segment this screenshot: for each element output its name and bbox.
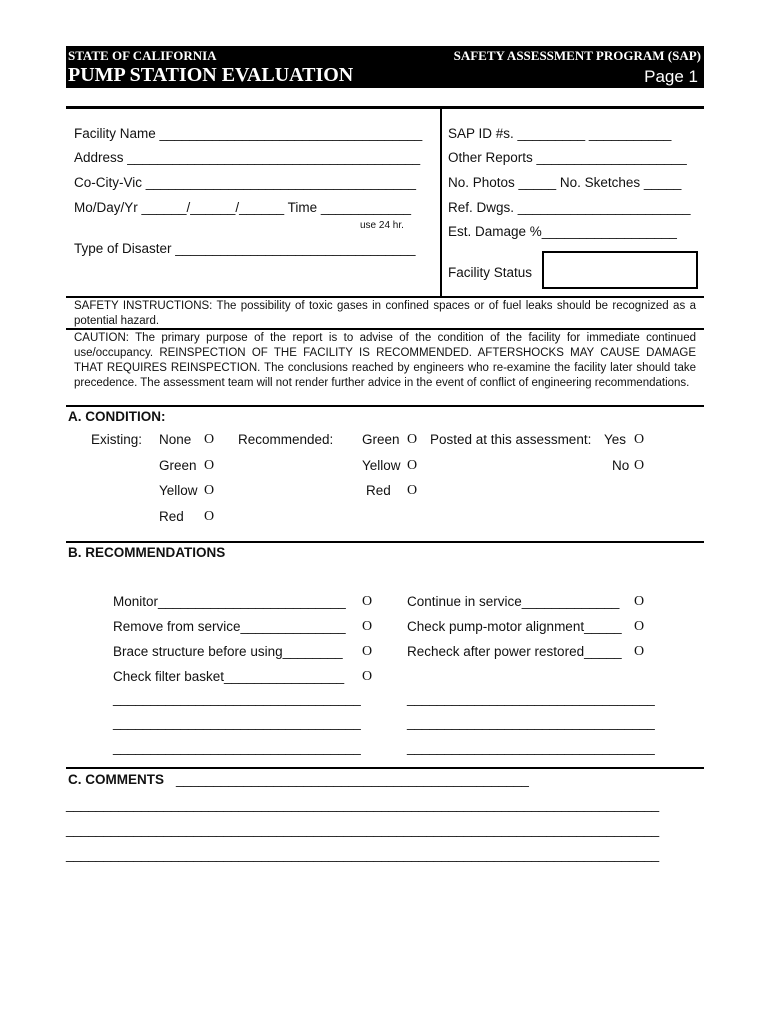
- header-divider: [66, 106, 704, 109]
- brace-structure-option[interactable]: O: [362, 644, 373, 659]
- blank-line-right-2[interactable]: _________________________________: [407, 715, 655, 730]
- recommendations-divider: [66, 541, 704, 543]
- posted-no-label: No: [612, 458, 630, 473]
- existing-yellow-label: Yellow: [159, 483, 198, 498]
- program-label: SAFETY ASSESSMENT PROGRAM (SAP): [453, 48, 701, 63]
- recheck-power-field[interactable]: Recheck after power restored_____: [407, 644, 622, 659]
- comments-title: C. COMMENTS: [68, 772, 164, 787]
- check-filter-basket-field[interactable]: Check filter basket________________: [113, 669, 345, 684]
- monitor-option[interactable]: O: [362, 594, 373, 609]
- existing-none-label: None: [159, 432, 192, 447]
- comments-line-1[interactable]: _______________________________________________: [176, 772, 529, 787]
- caution-text: CAUTION: The primary purpose of the report is to advise of the condition of the facility for immediate continued use/occupancy. REINSPECTION OF THE FACILITY IS RECOMMENDED. AFTERSHOCKS MAY CAUSE DAMAGE THAT REQUIRES REINSPECTION. The conclusions reached by engineers who re-examine the facility later should take precedence. The assessment team will not render further advice in the event of conflict of engineering recommendations.: [74, 332, 696, 389]
- blank-line-right-3[interactable]: _________________________________: [407, 740, 655, 755]
- form-title: PUMP STATION EVALUATION: [68, 64, 354, 86]
- comments-line-4[interactable]: _______________________________________________________________________________: [66, 847, 660, 862]
- est-damage-field[interactable]: Est. Damage %__________________: [448, 224, 677, 239]
- type-of-disaster-field[interactable]: Type of Disaster ________________________________: [74, 241, 416, 256]
- existing-none-option[interactable]: O: [204, 432, 215, 447]
- recommended-red-option[interactable]: O: [407, 483, 418, 498]
- posted-no-option[interactable]: O: [634, 458, 645, 473]
- monitor-field[interactable]: Monitor_________________________: [113, 594, 346, 609]
- column-divider: [440, 109, 442, 296]
- check-filter-basket-option[interactable]: O: [362, 669, 373, 684]
- address-field[interactable]: Address _______________________________________: [74, 150, 421, 165]
- posted-yes-label: Yes: [604, 432, 627, 447]
- photos-sketches-field[interactable]: No. Photos _____ No. Sketches _____: [448, 175, 682, 190]
- recheck-power-option[interactable]: O: [634, 644, 645, 659]
- recommended-yellow-label: Yellow: [362, 458, 401, 473]
- existing-green-label: Green: [159, 458, 197, 473]
- form-header: [66, 46, 704, 88]
- recommended-green-label: Green: [362, 432, 400, 447]
- blank-line-right-1[interactable]: _________________________________: [407, 691, 655, 706]
- time-hint: use 24 hr.: [360, 220, 404, 231]
- comments-line-2[interactable]: _______________________________________________________________________________: [66, 797, 660, 812]
- comments-line-3[interactable]: _______________________________________________________________________________: [66, 822, 660, 837]
- condition-title: A. CONDITION:: [68, 409, 166, 424]
- facility-name-field[interactable]: Facility Name ___________________________________: [74, 126, 423, 141]
- existing-red-option[interactable]: O: [204, 509, 215, 524]
- existing-yellow-option[interactable]: O: [204, 483, 215, 498]
- remove-from-service-field[interactable]: Remove from service______________: [113, 619, 346, 634]
- check-alignment-option[interactable]: O: [634, 619, 645, 634]
- check-alignment-field[interactable]: Check pump-motor alignment_____: [407, 619, 622, 634]
- ref-dwgs-field[interactable]: Ref. Dwgs. _______________________: [448, 200, 691, 215]
- blank-line-left-3[interactable]: _________________________________: [113, 740, 361, 755]
- caution-divider: [66, 328, 704, 330]
- continue-in-service-field[interactable]: Continue in service_____________: [407, 594, 620, 609]
- existing-green-option[interactable]: O: [204, 458, 215, 473]
- safety-instructions: SAFETY INSTRUCTIONS: The possibility of toxic gases in confined spaces or of fuel leaks should be recognized as a potential hazard.: [74, 300, 696, 327]
- brace-structure-field[interactable]: Brace structure before using________: [113, 644, 343, 659]
- existing-red-label: Red: [159, 509, 184, 524]
- recommended-label: Recommended:: [238, 432, 334, 447]
- condition-divider: [66, 405, 704, 407]
- blank-line-left-1[interactable]: _________________________________: [113, 691, 361, 706]
- recommended-green-option[interactable]: O: [407, 432, 418, 447]
- other-reports-field[interactable]: Other Reports ____________________: [448, 150, 687, 165]
- recommended-yellow-option[interactable]: O: [407, 458, 418, 473]
- state-label: STATE OF CALIFORNIA: [68, 48, 217, 63]
- facility-status-box[interactable]: [542, 251, 698, 289]
- blank-line-left-2[interactable]: _________________________________: [113, 715, 361, 730]
- recommended-red-label: Red: [366, 483, 391, 498]
- continue-in-service-option[interactable]: O: [634, 594, 645, 609]
- sap-id-field[interactable]: SAP ID #s. _________ ___________: [448, 126, 672, 141]
- facility-status-label: Facility Status: [448, 265, 533, 280]
- posted-label: Posted at this assessment:: [430, 432, 592, 447]
- comments-divider: [66, 767, 704, 769]
- date-time-field[interactable]: Mo/Day/Yr ______/______/______ Time ____________: [74, 200, 412, 215]
- posted-yes-option[interactable]: O: [634, 432, 645, 447]
- remove-from-service-option[interactable]: O: [362, 619, 373, 634]
- page-number: Page 1: [644, 67, 698, 86]
- existing-label: Existing:: [91, 432, 143, 447]
- co-city-vic-field[interactable]: Co-City-Vic ____________________________________: [74, 175, 417, 190]
- recommendations-title: B. RECOMMENDATIONS: [68, 545, 226, 560]
- safety-top-divider: [66, 296, 704, 298]
